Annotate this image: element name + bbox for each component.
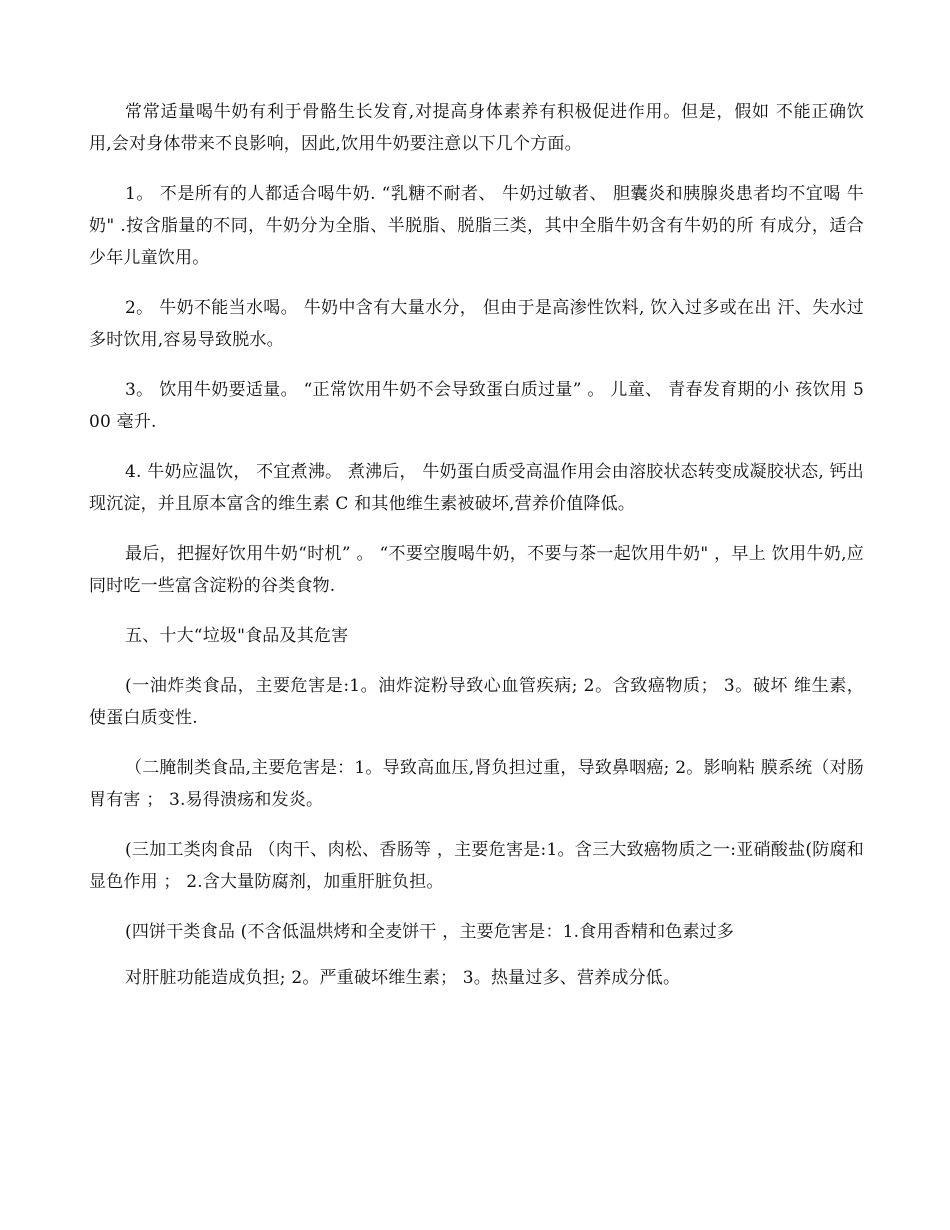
paragraph-junk-food-4: (四饼干类食品 (不含低温烘烤和全麦饼干 ，主要危害是：1.食用香精和色素过多 — [125, 922, 735, 942]
paragraph-point-3: 3。 饮用牛奶要适量。 “正常饮用牛奶不会导致蛋白质过量” 。 儿童、 青春发育期的小 孩饮用 500 毫升. — [89, 380, 864, 432]
paragraph-junk-food-3: (三加工类肉食品 （肉干、肉松、香肠等 ，主要危害是:1。含三大致癌物质之一:亚硝酸盐(防腐和显色作用 ； 2.含大量防腐剂，加重肝脏负担。 — [89, 840, 864, 892]
paragraph-junk-food-4-continued: 对肝脏功能造成负担; 2。严重破坏维生素； 3。热量过多、营养成分低。 — [125, 968, 681, 988]
paragraph-junk-food-1: (一油炸类食品，主要危害是:1。油炸淀粉导致心血管疾病; 2。含致癌物质； 3。破坏 维生素，使蛋白质变性. — [89, 676, 864, 728]
section-heading: 五、十大“垃圾"食品及其危害 — [125, 626, 349, 646]
paragraph-intro: 常常适量喝牛奶有利于骨骼生长发育,对提高身体素养有积极促进作用。但是，假如 不能正确饮用,会对身体带来不良影响，因此,饮用牛奶要注意以下几个方面。 — [89, 102, 864, 154]
paragraph-conclusion: 最后，把握好饮用牛奶“时机” 。 “不要空腹喝牛奶，不要与茶一起饮用牛奶" ，早上 饮用牛奶,应同时吃一些富含淀粉的谷类食物. — [89, 544, 864, 596]
paragraph-point-1: 1。 不是所有的人都适合喝牛奶. “乳糖不耐者、 牛奶过敏者、 胆囊炎和胰腺炎患者均不宜喝 牛奶" .按含脂量的不同，牛奶分为全脂、半脱脂、脱脂三类，其中全脂牛奶含有牛奶的所 有成分，适合少年儿童饮用。 — [89, 184, 864, 268]
document-body — [89, 96, 864, 1012]
paragraph-junk-food-2: （二腌制类食品,主要危害是：1。导致高血压,肾负担过重，导致鼻咽癌; 2。影响粘 膜系统（对肠胃有害 ； 3.易得溃疡和发炎。 — [89, 758, 864, 810]
paragraph-point-2: 2。 牛奶不能当水喝。 牛奶中含有大量水分， 但由于是高渗性饮料, 饮入过多或在出 汗、失水过多时饮用,容易导致脱水。 — [89, 298, 864, 350]
paragraph-point-4: 4. 牛奶应温饮， 不宜煮沸。 煮沸后， 牛奶蛋白质受高温作用会由溶胶状态转变成凝胶状态, 钙出现沉淀，并且原本富含的维生素 C 和其他维生素被破坏,营养价值降低。 — [89, 462, 864, 514]
